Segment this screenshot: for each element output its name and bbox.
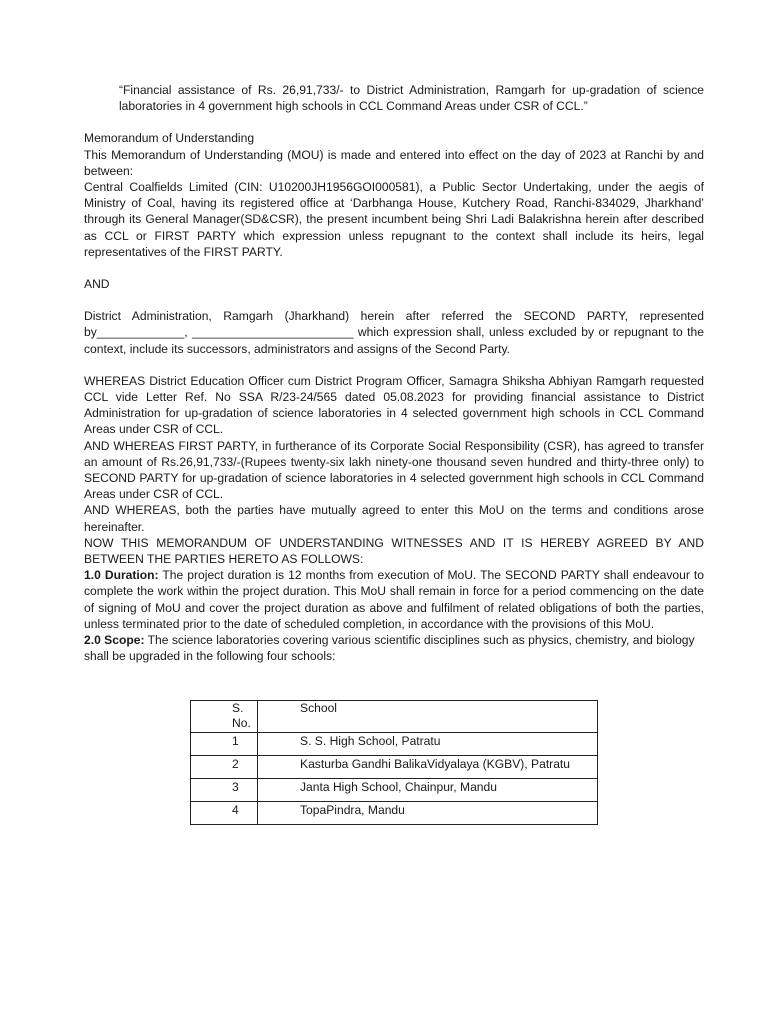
- duration-clause: [84, 567, 704, 632]
- cell-sno: 3: [191, 779, 258, 802]
- document-body: [84, 82, 704, 665]
- scope-text: The science laboratories covering various scientific disciplines such as physics, chemistry, and biology shall be upgraded in the following four schools:: [84, 633, 695, 664]
- cell-school: S. S. High School, Patratu: [258, 733, 598, 756]
- scope-clause: [84, 632, 704, 664]
- whereas-paragraph-1: WHEREAS District Education Officer cum District Program Officer, Samagra Shiksha Abhiyan Ramgarh requested CCL vide Letter Ref. No SSA R/23-24/565 dated 05.08.2023 for providing financial assistance to District Administration for up-gradation of science laboratories in 4 selected government high schools in CCL Command Areas under CSR of CCL.: [84, 373, 704, 437]
- schools-table: [190, 700, 598, 825]
- first-party-paragraph: Central Coalfields Limited (CIN: U10200JH1956GOI000581), a Public Sector Undertaking, under the aegis of Ministry of Coal, having its registered office at ‘Darbhanga House, Kutchery Road, Ranchi-834029, Jharkhand’ through its General Manager(SD&CSR), the present incumbent being Shri Ladi Balakrishna herein after described as CCL or FIRST PARTY which expression unless repugnant to the context shall include its heirs, legal representatives of the FIRST PARTY.: [84, 180, 704, 259]
- table-row: [191, 779, 598, 802]
- header-sno: S. No.: [191, 701, 258, 733]
- scope-heading: 2.0 Scope:: [84, 633, 145, 648]
- whereas-paragraph-3: AND WHEREAS, both the parties have mutually agreed to enter this MoU on the terms and conditions arose hereinafter.: [84, 503, 704, 534]
- duration-heading: 1.0 Duration:: [84, 568, 159, 583]
- header-school: School: [258, 701, 598, 733]
- mou-title: Memorandum of Understanding: [84, 131, 255, 146]
- cell-sno: 4: [191, 802, 258, 825]
- intro-paragraph: This Memorandum of Understanding (MOU) is made and entered into effect on the day of 2023 at Ranchi by and between:: [84, 147, 704, 178]
- table-row: [191, 802, 598, 825]
- cell-sno: 1: [191, 733, 258, 756]
- whereas-paragraph-2: AND WHEREAS FIRST PARTY, in furtherance of its Corporate Social Responsibility (CSR), has agreed to transfer an amount of Rs.26,91,733/-(Rupees twenty-six lakh ninety-one thousand seven hundred and thirty-three only) to SECOND PARTY for up-gradation of science laboratories in 4 selected government high schools in CCL Command Areas under CSR of CCL.: [84, 438, 704, 502]
- duration-text: The project duration is 12 months from execution of MoU. The SECOND PARTY shall endeavour to complete the work within the project duration. This MoU shall remain in force for a period commencing on the date of signing of MoU and cover the project duration as above and fulfilment of related obligations of both the parties, unless terminated prior to the date of scheduled completion, in accordance with the provisions of this MoU.: [84, 568, 704, 631]
- cell-sno: 2: [191, 756, 258, 779]
- cell-school: Kasturba Gandhi BalikaVidyalaya (KGBV), Patratu: [258, 756, 598, 779]
- second-party-paragraph: District Administration, Ramgarh (Jharkhand) herein after referred the SECOND PARTY, represented by_____________, ________________________ which expression shall, unless excluded by or repugnant to the context, include its successors, administrators and assigns of the Second Party.: [84, 309, 704, 356]
- table-row: [191, 733, 598, 756]
- and-label: AND: [84, 277, 110, 292]
- witnesses-paragraph: NOW THIS MEMORANDUM OF UNDERSTANDING WITNESSES AND IT IS HEREBY AGREED BY AND BETWEEN THE PARTIES HERETO AS FOLLOWS:: [84, 535, 704, 567]
- table-header-row: [191, 701, 598, 733]
- header-quote: “Financial assistance of Rs. 26,91,733/- to District Administration, Ramgarh for up-gradation of science laboratories in 4 government high schools in CCL Command Areas under CSR of CCL.”: [119, 83, 704, 114]
- cell-school: Janta High School, Chainpur, Mandu: [258, 779, 598, 802]
- cell-school: TopaPindra, Mandu: [258, 802, 598, 825]
- table-row: [191, 756, 598, 779]
